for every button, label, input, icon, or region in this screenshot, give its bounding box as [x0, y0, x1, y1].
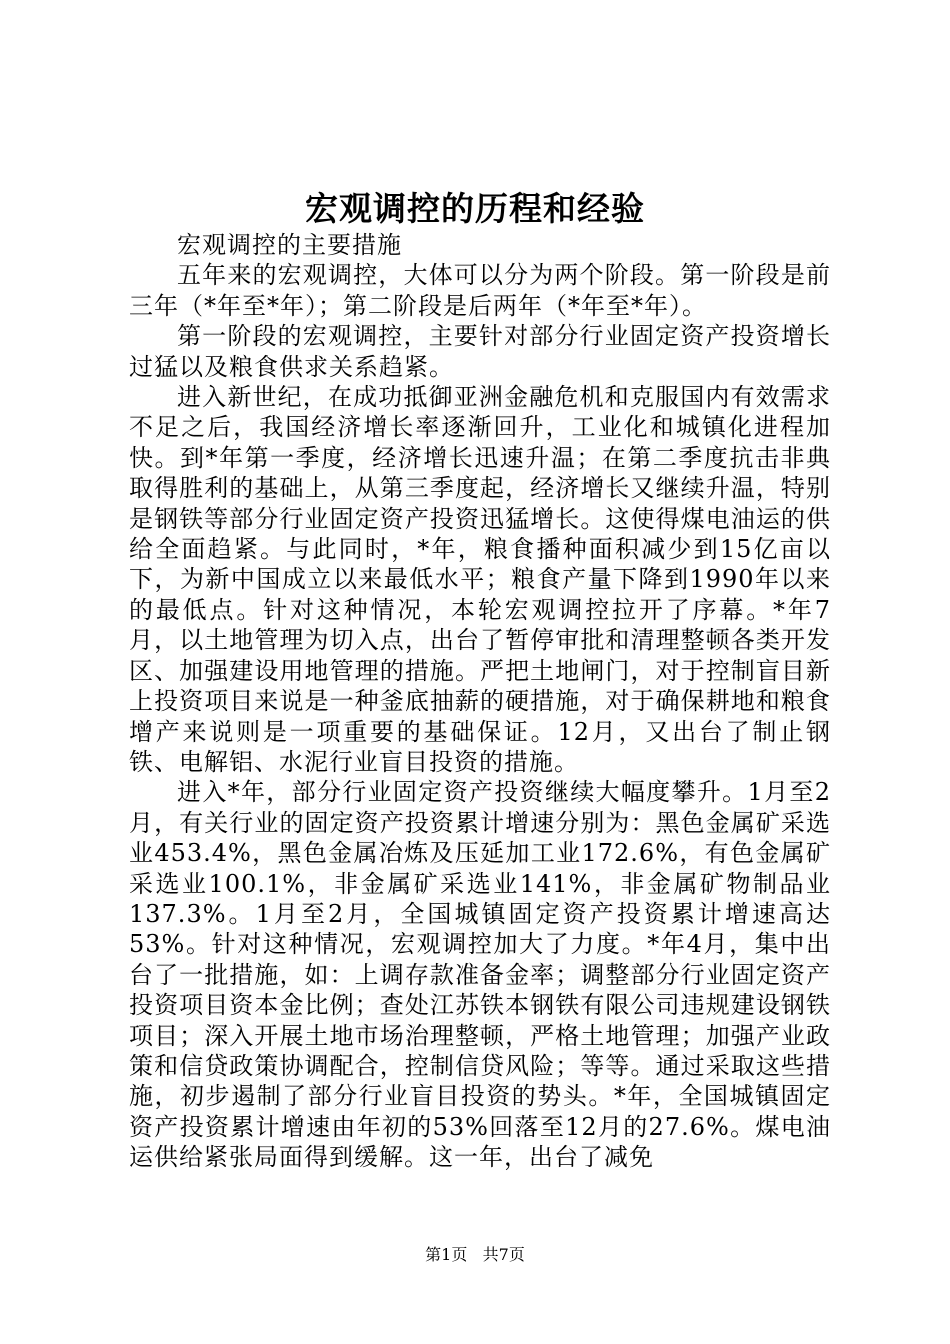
page-number: 第1页: [425, 1245, 468, 1264]
page-total: 共7页: [482, 1245, 525, 1264]
page-footer: [0, 1243, 950, 1267]
paragraph: 进入*年，部分行业固定资产投资继续大幅度攀升。1月至2月，有关行业的固定资产投资累计增速分别为：黑色金属矿采选业453.4%，黑色金属冶炼及压延加工业172.6%，有色金属矿采选业100.1%，非金属矿采选业141%，非金属矿物制品业137.3%。1月至2月，全国城镇固定资产投资累计增速高达53%。针对这种情况，宏观调控加大了力度。*年4月，集中出台了一批措施，如：上调存款准备金率；调整部分行业固定资产投资项目资本金比例；查处江苏铁本钢铁有限公司违规建设钢铁项目；深入开展土地市场治理整顿，严格土地管理；加强产业政策和信贷政策协调配合，控制信贷风险；等等。通过采取这些措施，初步遏制了部分行业盲目投资的势头。*年，全国城镇固定资产投资累计增速由年初的53%回落至12月的27.6%。煤电油运供给紧张局面得到缓解。这一年，出台了减免: [129, 778, 831, 1172]
paragraph-heading: 宏观调控的主要措施: [177, 231, 402, 259]
paragraph: 五年来的宏观调控，大体可以分为两个阶段。第一阶段是前三年（*年至*年）；第二阶段是后两年（*年至*年）。: [129, 261, 831, 320]
paragraph: 第一阶段的宏观调控，主要针对部分行业固定资产投资增长过猛以及粮食供求关系趋紧。: [129, 322, 831, 381]
paragraph: 进入新世纪，在成功抵御亚洲金融危机和克服国内有效需求不足之后，我国经济增长率逐渐回升，工业化和城镇化进程加快。到*年第一季度，经济增长迅速升温；在第二季度抗击非典取得胜利的基础上，从第三季度起，经济增长又继续升温，特别是钢铁等部分行业固定资产投资迅猛增长。这使得煤电油运的供给全面趋紧。与此同时，*年，粮食播种面积减少到15亿亩以下，为新中国成立以来最低水平；粮食产量下降到1990年以来的最低点。针对这种情况，本轮宏观调控拉开了序幕。*年7月，以土地管理为切入点，出台了暂停审批和清理整顿各类开发区、加强建设用地管理的措施。严把土地闸门，对于控制盲目新上投资项目来说是一种釜底抽薪的硬措施，对于确保耕地和粮食增产来说则是一项重要的基础保证。12月，又出台了制止钢铁、电解铝、水泥行业盲目投资的措施。: [129, 383, 831, 776]
document-title: 宏观调控的历程和经验: [305, 189, 645, 228]
document-body: [129, 230, 831, 1173]
page-separator: [472, 1245, 477, 1264]
